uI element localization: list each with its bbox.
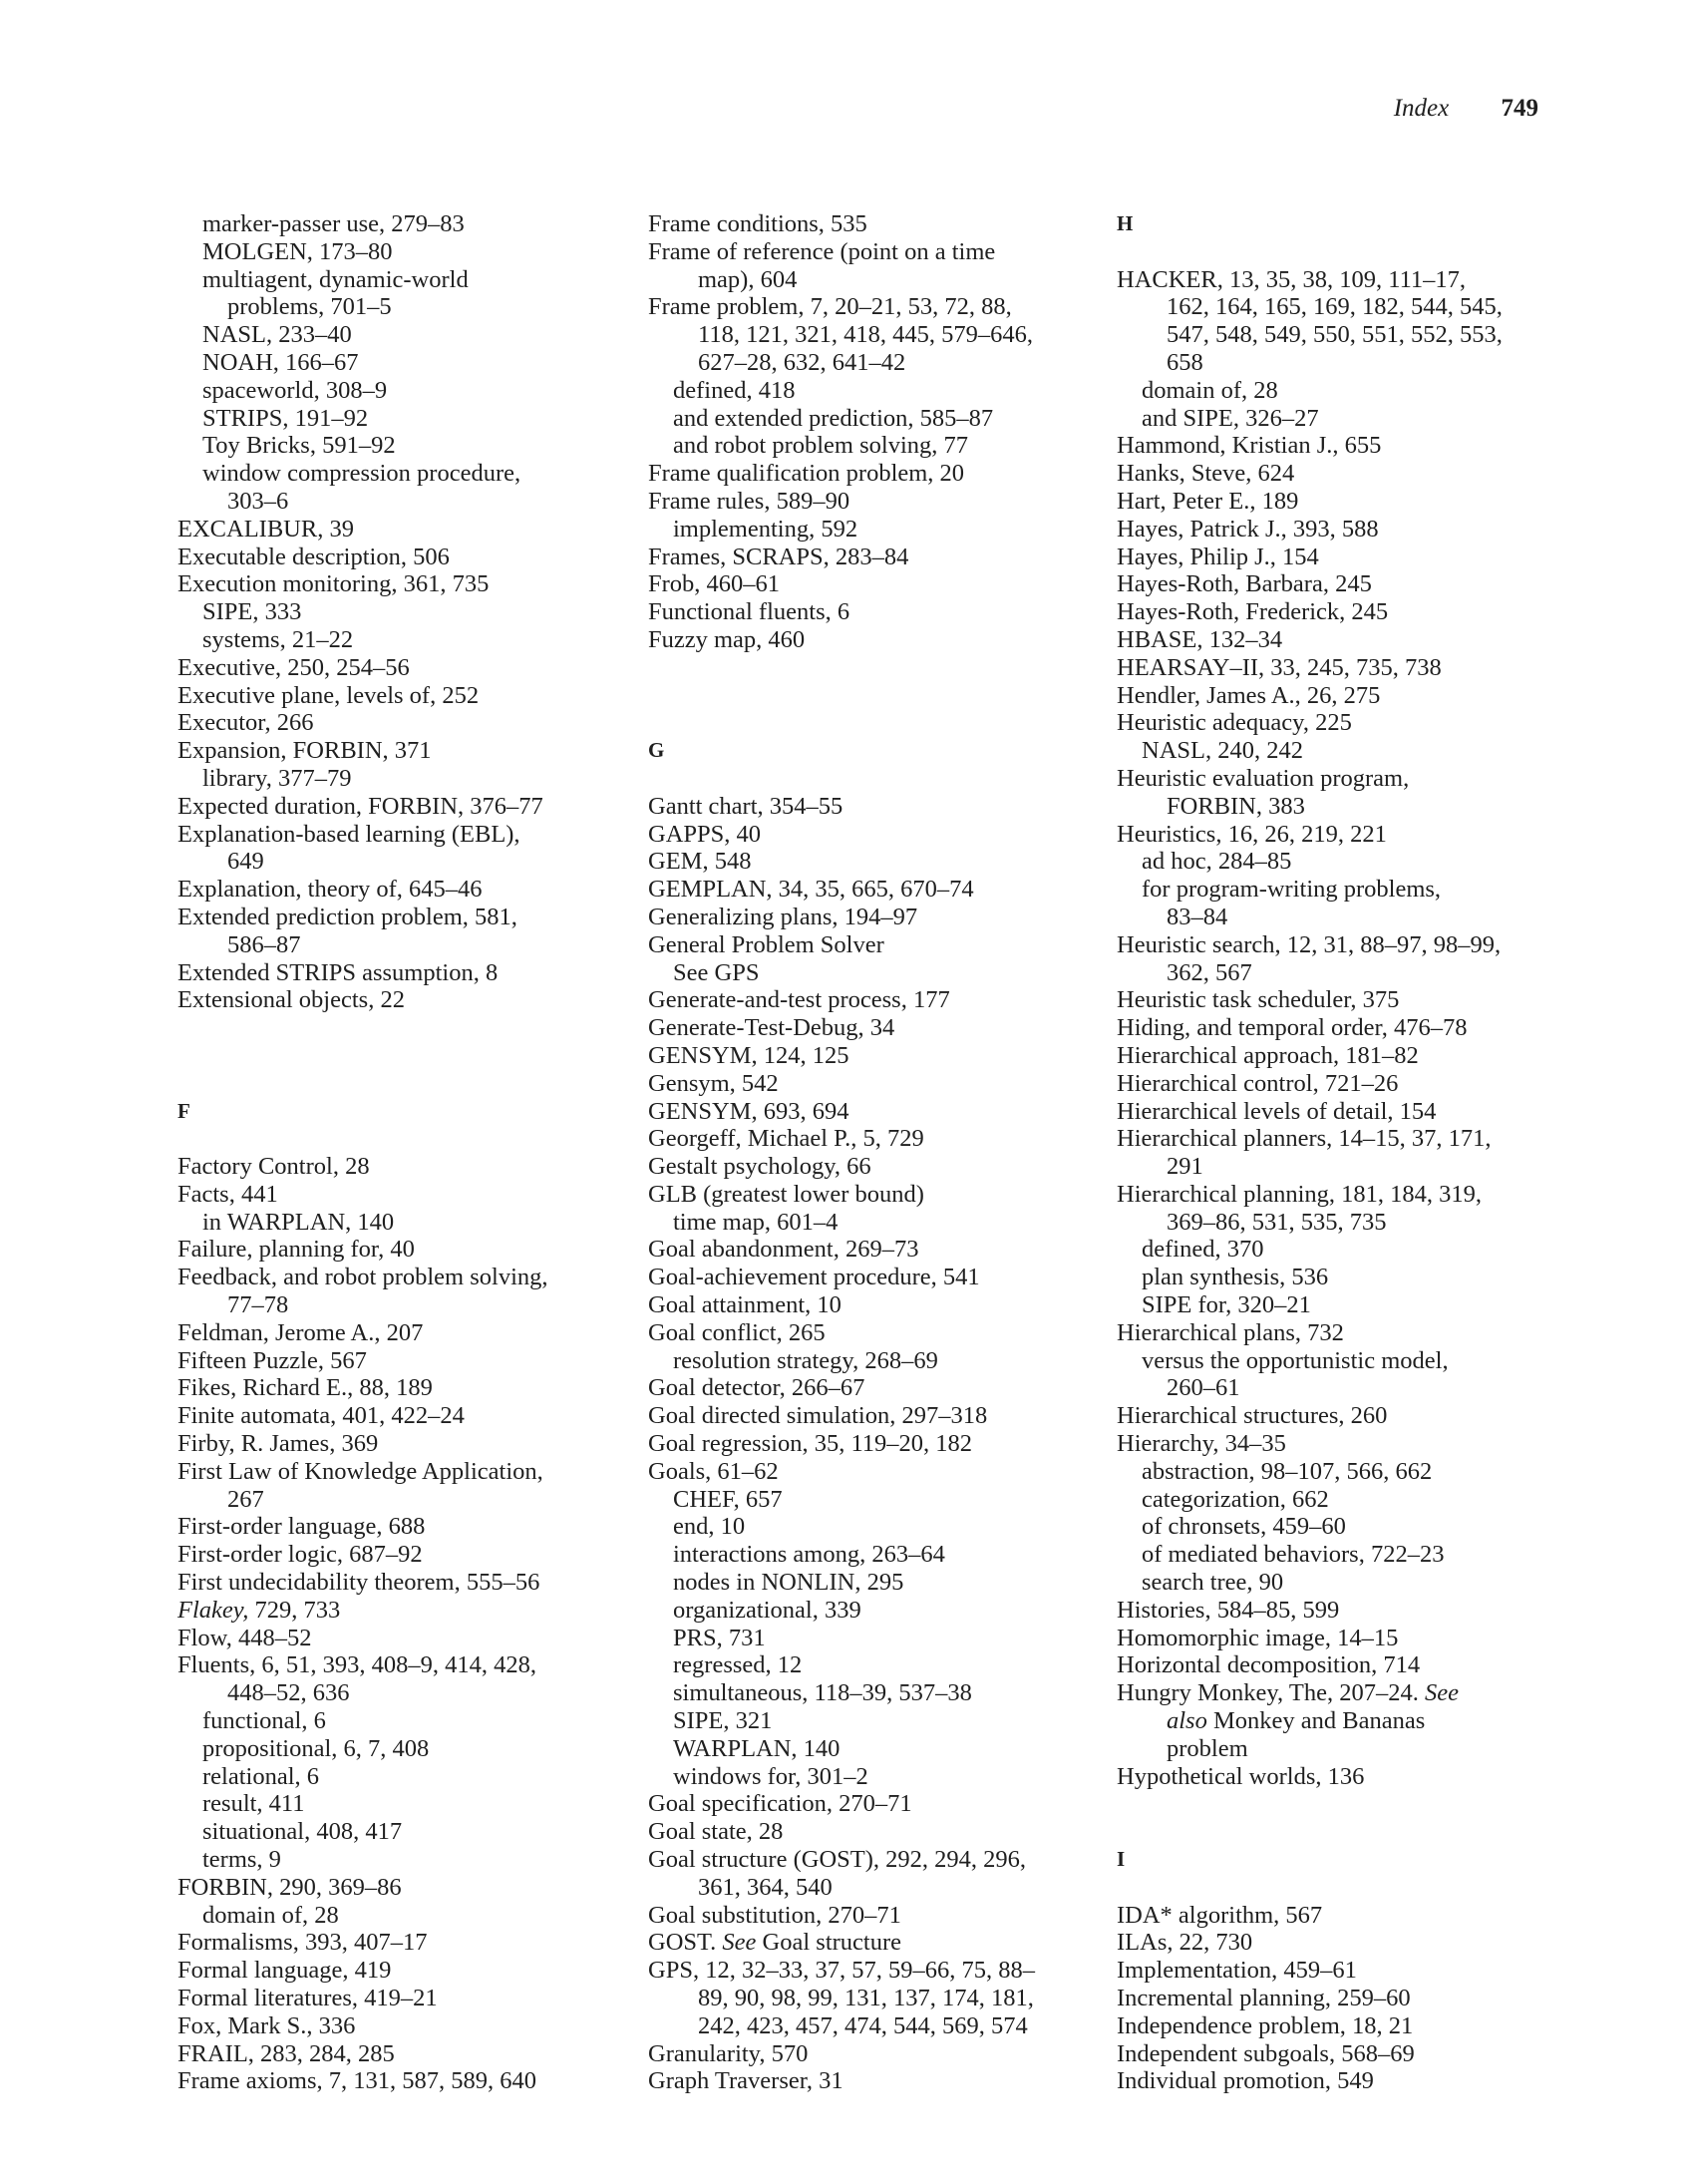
index-subentry: SIPE, 321 (673, 1707, 773, 1735)
index-subentry: WARPLAN, 140 (673, 1734, 841, 1762)
index-subentry: 547, 548, 549, 550, 551, 552, 553, (1167, 321, 1503, 349)
index-entry: FORBIN, 290, 369–86 (177, 1873, 402, 1901)
index-entry: Hierarchical approach, 181–82 (1117, 1041, 1419, 1069)
index-entry: Goal-achievement procedure, 541 (648, 1264, 980, 1291)
index-entry: Hayes-Roth, Frederick, 245 (1117, 598, 1389, 626)
index-entry: Goal substitution, 270–71 (648, 1901, 901, 1929)
index-subentry: resolution strategy, 268–69 (673, 1346, 938, 1374)
index-entry: EXCALIBUR, 39 (177, 515, 354, 543)
index-subentry: NASL, 233–40 (202, 321, 352, 349)
spacer (1117, 238, 1555, 266)
index-subentry: CHEF, 657 (673, 1485, 783, 1513)
index-entry: Graph Traverser, 31 (648, 2067, 843, 2095)
index-entry: Frame conditions, 535 (648, 210, 867, 237)
index-subentry: library, 377–79 (202, 764, 352, 792)
index-subentry: 260–61 (1167, 1374, 1240, 1402)
index-entry: Fikes, Richard E., 88, 189 (177, 1374, 433, 1402)
index-subentry: domain of, 28 (1142, 376, 1278, 404)
index-entry: Implementation, 459–61 (1117, 1957, 1357, 1985)
index-entry: Explanation-based learning (EBL), (177, 820, 520, 848)
index-entry: Expected duration, FORBIN, 376–77 (177, 792, 543, 820)
index-subentry: result, 411 (202, 1790, 305, 1818)
index-entry: GAPPS, 40 (648, 820, 762, 848)
index-subentry: nodes in NONLIN, 295 (673, 1569, 904, 1597)
index-subentry: interactions among, 263–64 (673, 1541, 945, 1569)
spacer (1117, 1790, 1555, 1818)
index-subentry: 267 (227, 1485, 264, 1513)
index-entry: Hierarchical levels of detail, 154 (1117, 1097, 1437, 1125)
index-subentry: 83–84 (1167, 903, 1228, 930)
index-subentry: 162, 164, 165, 169, 182, 544, 545, (1167, 293, 1503, 321)
index-subentry: SIPE, 333 (202, 598, 302, 626)
index-entry: Heuristics, 16, 26, 219, 221 (1117, 820, 1387, 848)
index-entry: Hierarchical control, 721–26 (1117, 1069, 1399, 1097)
index-entry: Heuristic task scheduler, 375 (1117, 986, 1400, 1014)
index-subentry: situational, 408, 417 (202, 1818, 403, 1846)
index-subentry: systems, 21–22 (202, 625, 354, 653)
index-entry: Goal attainment, 10 (648, 1291, 842, 1319)
spacer (177, 1014, 616, 1042)
running-head-title: Index (1393, 95, 1450, 122)
index-entry: GENSYM, 124, 125 (648, 1041, 849, 1069)
index-column-2 (648, 210, 1087, 2095)
index-subentry: relational, 6 (202, 1762, 320, 1790)
index-subentry: FORBIN, 383 (1167, 792, 1305, 820)
index-entry: Frob, 460–61 (648, 570, 781, 598)
index-entry: Execution monitoring, 361, 735 (177, 570, 490, 598)
spacer (648, 682, 1087, 710)
index-subentry: 369–86, 531, 535, 735 (1167, 1208, 1387, 1236)
index-subentry: 586–87 (227, 930, 301, 958)
index-subentry: end, 10 (673, 1513, 746, 1541)
index-subentry: 77–78 (227, 1291, 289, 1319)
index-entry: GPS, 12, 32–33, 37, 57, 59–66, 75, 88– (648, 1957, 1035, 1985)
index-entry: Extensional objects, 22 (177, 986, 405, 1014)
index-subentry: categorization, 662 (1142, 1485, 1329, 1513)
index-subentry: and SIPE, 326–27 (1142, 404, 1319, 432)
section-letter: F (177, 1098, 190, 1123)
index-entry: Goal abandonment, 269–73 (648, 1236, 919, 1264)
index-entry: Hart, Peter E., 189 (1117, 487, 1299, 515)
index-entry: Expansion, FORBIN, 371 (177, 737, 432, 765)
index-entry: Incremental planning, 259–60 (1117, 1985, 1411, 2011)
index-subentry: STRIPS, 191–92 (202, 404, 369, 432)
index-entry: Facts, 441 (177, 1180, 278, 1208)
index-entry: Heuristic search, 12, 31, 88–97, 98–99, (1117, 930, 1502, 958)
index-entry: Frame axioms, 7, 131, 587, 589, 640 (177, 2067, 536, 2095)
page-number: 749 (1501, 95, 1538, 122)
index-entry: Hierarchical structures, 260 (1117, 1402, 1388, 1430)
index-entry: Flow, 448–52 (177, 1624, 312, 1651)
index-entry: Hierarchical planning, 181, 184, 319, (1117, 1180, 1483, 1208)
index-subentry: spaceworld, 308–9 (202, 376, 388, 404)
index-entry: General Problem Solver (648, 930, 884, 958)
index-subentry: 291 (1167, 1153, 1203, 1181)
index-entry: Fox, Mark S., 336 (177, 2011, 356, 2039)
index-entry: Hanks, Steve, 624 (1117, 460, 1295, 488)
index-subentry: time map, 601–4 (673, 1208, 839, 1236)
index-subentry: functional, 6 (202, 1707, 326, 1735)
index-subentry: organizational, 339 (673, 1596, 861, 1624)
index-subentry: SIPE for, 320–21 (1142, 1291, 1311, 1319)
spacer (177, 1042, 616, 1070)
index-entry: Independent subgoals, 568–69 (1117, 2039, 1415, 2067)
index-subentry: 89, 90, 98, 99, 131, 137, 174, 181, (698, 1985, 1034, 2011)
index-subentry: map), 604 (698, 265, 798, 293)
index-column-1 (177, 210, 616, 2095)
index-subentry: terms, 9 (202, 1846, 281, 1874)
index-subentry: 118, 121, 321, 418, 445, 579–646, (698, 321, 1033, 349)
index-entry: First-order logic, 687–92 (177, 1541, 423, 1569)
section-letter: I (1117, 1847, 1126, 1872)
index-entry: Failure, planning for, 40 (177, 1236, 415, 1264)
index-subentry: marker-passer use, 279–83 (202, 210, 465, 237)
index-entry: Gestalt psychology, 66 (648, 1153, 871, 1181)
index-entry: FRAIL, 283, 284, 285 (177, 2039, 395, 2067)
index-subentry: simultaneous, 118–39, 537–38 (673, 1679, 972, 1707)
spacer (648, 654, 1087, 682)
index-entry: GOST. See Goal structure (648, 1929, 902, 1957)
index-subentry: 303–6 (227, 487, 289, 515)
index-subentry: See GPS (673, 958, 760, 986)
index-entry: Executive, 250, 254–56 (177, 653, 410, 681)
index-entry: Frame rules, 589–90 (648, 487, 850, 515)
index-subentry: in WARPLAN, 140 (202, 1208, 395, 1236)
index-subentry: versus the opportunistic model, (1142, 1346, 1449, 1374)
section-letter: G (648, 738, 665, 763)
index-entry: IDA* algorithm, 567 (1117, 1901, 1323, 1929)
index-entry: Functional fluents, 6 (648, 598, 850, 626)
index-entry: Hayes-Roth, Barbara, 245 (1117, 570, 1372, 598)
index-entry: Goal state, 28 (648, 1818, 784, 1846)
index-subentry: of mediated behaviors, 722–23 (1142, 1541, 1445, 1569)
index-entry: Executive plane, levels of, 252 (177, 681, 480, 709)
index-entry: Firby, R. James, 369 (177, 1430, 379, 1458)
spacer (1117, 1818, 1555, 1846)
index-entry: Hayes, Philip J., 154 (1117, 543, 1319, 570)
index-entry: Independence problem, 18, 21 (1117, 2011, 1414, 2039)
index-entry: Hierarchical plans, 732 (1117, 1318, 1344, 1346)
index-entry: Frame of reference (point on a time (648, 237, 996, 265)
index-subentry: window compression procedure, (202, 460, 521, 488)
index-entry: Explanation, theory of, 645–46 (177, 876, 483, 904)
index-subentry: implementing, 592 (673, 515, 858, 543)
index-subentry: PRS, 731 (673, 1624, 766, 1651)
index-entry: First-order language, 688 (177, 1513, 426, 1541)
index-entry: Heuristic adequacy, 225 (1117, 709, 1352, 737)
index-subentry: regressed, 12 (673, 1651, 803, 1679)
index-entry: Hierarchical planners, 14–15, 37, 171, (1117, 1125, 1492, 1153)
index-entry: Hierarchy, 34–35 (1117, 1430, 1286, 1458)
index-entry: Hypothetical worlds, 136 (1117, 1762, 1365, 1790)
index-entry: ILAs, 22, 730 (1117, 1929, 1253, 1957)
index-entry: Executable description, 506 (177, 543, 450, 570)
index-entry: Frame qualification problem, 20 (648, 460, 965, 488)
index-subentry: and extended prediction, 585–87 (673, 404, 994, 432)
index-subentry: of chronsets, 459–60 (1142, 1513, 1346, 1541)
index-entry: Goal regression, 35, 119–20, 182 (648, 1430, 973, 1458)
index-entry: Horizontal decomposition, 714 (1117, 1651, 1421, 1679)
index-entry: GLB (greatest lower bound) (648, 1180, 924, 1208)
index-entry: Feldman, Jerome A., 207 (177, 1318, 424, 1346)
index-subentry: 242, 423, 457, 474, 544, 569, 574 (698, 2011, 1028, 2039)
index-entry: Flakey, 729, 733 (177, 1596, 341, 1624)
index-subentry: also Monkey and Bananas (1167, 1707, 1426, 1735)
index-subentry: windows for, 301–2 (673, 1762, 868, 1790)
index-entry: Feedback, and robot problem solving, (177, 1264, 548, 1291)
index-subentry: defined, 370 (1142, 1236, 1264, 1264)
index-entry: Generalizing plans, 194–97 (648, 903, 918, 930)
index-subentry: defined, 418 (673, 376, 796, 404)
index-subentry: plan synthesis, 536 (1142, 1264, 1329, 1291)
index-subentry: abstraction, 98–107, 566, 662 (1142, 1457, 1433, 1485)
index-entry: Granularity, 570 (648, 2039, 809, 2067)
index-entry: Individual promotion, 549 (1117, 2067, 1374, 2095)
index-subentry: 649 (227, 848, 264, 876)
index-entry: Fifteen Puzzle, 567 (177, 1346, 367, 1374)
index-entry: First undecidability theorem, 555–56 (177, 1569, 540, 1597)
spacer (648, 765, 1087, 793)
index-entry: GEMPLAN, 34, 35, 665, 670–74 (648, 876, 974, 904)
index-entry: Extended STRIPS assumption, 8 (177, 958, 499, 986)
index-subentry: search tree, 90 (1142, 1569, 1284, 1597)
index-column-3 (1117, 210, 1555, 2095)
index-entry: Frames, SCRAPS, 283–84 (648, 543, 909, 570)
index-entry: Factory Control, 28 (177, 1153, 370, 1181)
index-entry: GEM, 548 (648, 848, 752, 876)
index-entry: Hiding, and temporal order, 476–78 (1117, 1014, 1468, 1042)
index-entry: First Law of Knowledge Application, (177, 1457, 543, 1485)
index-entry: Goal specification, 270–71 (648, 1790, 912, 1818)
index-subentry: 627–28, 632, 641–42 (698, 348, 906, 376)
index-subentry: NASL, 240, 242 (1142, 737, 1303, 765)
index-entry: Hendler, James A., 26, 275 (1117, 681, 1381, 709)
index-entry: Histories, 584–85, 599 (1117, 1596, 1340, 1624)
index-entry: Fuzzy map, 460 (648, 625, 806, 653)
index-entry: Homomorphic image, 14–15 (1117, 1624, 1399, 1651)
index-subentry: and robot problem solving, 77 (673, 432, 969, 460)
index-subentry: problem (1167, 1734, 1248, 1762)
index-entry: HACKER, 13, 35, 38, 109, 111–17, (1117, 265, 1467, 293)
index-subentry: problems, 701–5 (227, 293, 392, 321)
index-subentry: MOLGEN, 173–80 (202, 237, 393, 265)
index-subentry: Toy Bricks, 591–92 (202, 432, 396, 460)
index-entry: Goal detector, 266–67 (648, 1374, 865, 1402)
spacer (177, 1125, 616, 1153)
index-entry: Formal language, 419 (177, 1957, 392, 1985)
index-entry: Georgeff, Michael P., 5, 729 (648, 1125, 924, 1153)
spacer (648, 709, 1087, 737)
index-entry: Formal literatures, 419–21 (177, 1985, 438, 2011)
index-subentry: multiagent, dynamic-world (202, 265, 469, 293)
index-entry: Frame problem, 7, 20–21, 53, 72, 88, (648, 293, 1012, 321)
index-entry: Formalisms, 393, 407–17 (177, 1929, 428, 1957)
spacer (177, 1070, 616, 1098)
index-entry: Goal conflict, 265 (648, 1318, 826, 1346)
index-entry: Goal structure (GOST), 292, 294, 296, (648, 1846, 1027, 1874)
index-subentry: NOAH, 166–67 (202, 348, 359, 376)
index-entry: HBASE, 132–34 (1117, 625, 1283, 653)
index-subentry: 361, 364, 540 (698, 1873, 833, 1901)
index-subentry: 362, 567 (1167, 958, 1252, 986)
index-entry: Goal directed simulation, 297–318 (648, 1402, 988, 1430)
index-subentry: 658 (1167, 348, 1203, 376)
index-subentry: ad hoc, 284–85 (1142, 848, 1292, 876)
index-entry: Finite automata, 401, 422–24 (177, 1402, 465, 1430)
index-subentry: for program-writing problems, (1142, 876, 1442, 904)
index-entry: Executor, 266 (177, 709, 314, 737)
index-entry: GENSYM, 693, 694 (648, 1097, 849, 1125)
index-entry: Extended prediction problem, 581, (177, 903, 517, 930)
index-entry: Heuristic evaluation program, (1117, 764, 1410, 792)
index-entry: Generate-and-test process, 177 (648, 986, 950, 1014)
section-letter: H (1117, 211, 1134, 235)
index-entry: Hungry Monkey, The, 207–24. See (1117, 1679, 1459, 1707)
index-entry: Gensym, 542 (648, 1069, 779, 1097)
index-entry: Goals, 61–62 (648, 1457, 779, 1485)
running-head (1394, 94, 1538, 124)
index-entry: Hammond, Kristian J., 655 (1117, 432, 1382, 460)
index-entry: Generate-Test-Debug, 34 (648, 1014, 895, 1042)
index-entry: Hayes, Patrick J., 393, 588 (1117, 515, 1379, 543)
index-entry: HEARSAY–II, 33, 245, 735, 738 (1117, 653, 1442, 681)
spacer (1117, 1874, 1555, 1902)
index-subentry: domain of, 28 (202, 1901, 339, 1929)
index-entry: Gantt chart, 354–55 (648, 792, 843, 820)
index-entry: Fluents, 6, 51, 393, 408–9, 414, 428, (177, 1651, 537, 1679)
index-subentry: 448–52, 636 (227, 1679, 350, 1707)
index-subentry: propositional, 6, 7, 408 (202, 1734, 430, 1762)
